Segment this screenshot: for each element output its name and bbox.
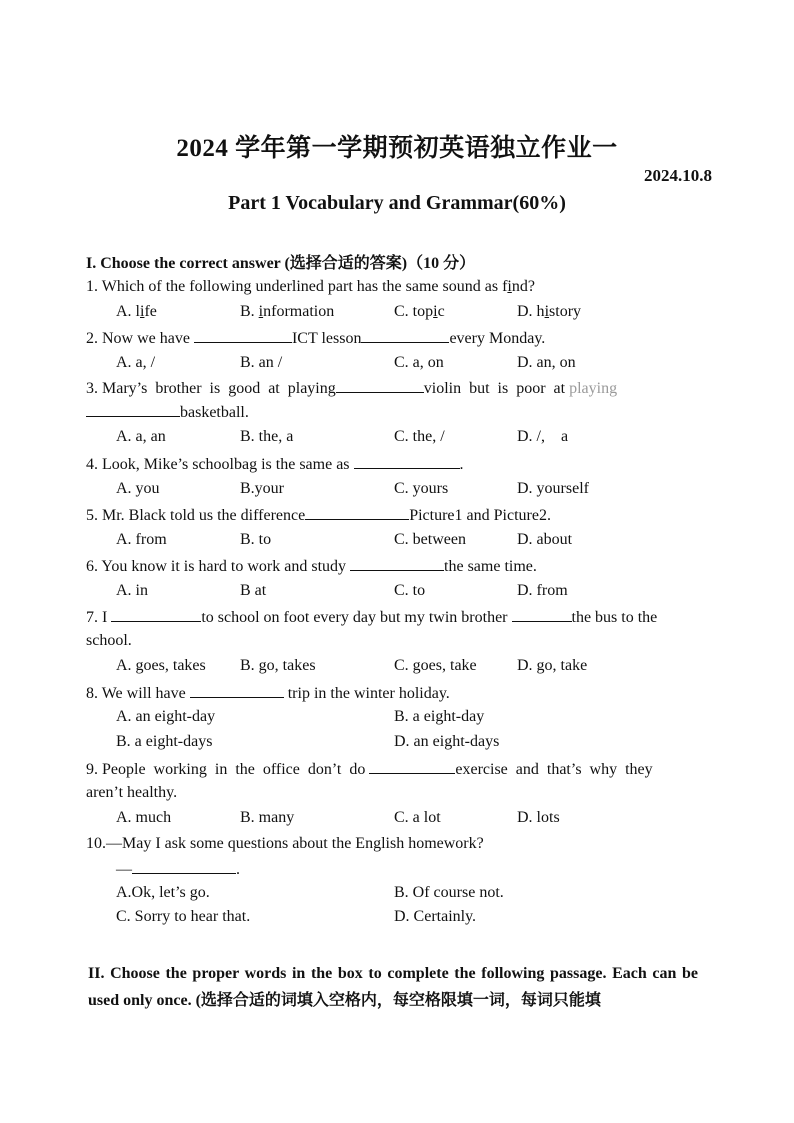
question-number: 2. (86, 330, 98, 347)
answer-blank[interactable] (369, 759, 455, 774)
option-b[interactable]: B. information (240, 303, 335, 320)
answer-blank[interactable] (361, 328, 449, 343)
question-stem-end: the bus to the (571, 609, 658, 626)
section-2-heading: II. Choose the proper words in the box to complete the following passage. Each can be used only once. (选择合适的词填入空格内，每空格限填一词，每词只能填 (88, 965, 698, 1009)
option-c[interactable]: B. a eight-days (116, 733, 213, 750)
option-d[interactable]: D. Certainly. (394, 908, 477, 925)
question-stem: —May I ask some questions about the English homework? (106, 835, 484, 852)
question-stem: Mr. Black told us the difference (102, 507, 306, 524)
question-stem-end: exercise and that’s why they (455, 761, 653, 778)
section-1-heading: I. Choose the correct answer (选择合适的答案)（10 分） (86, 255, 476, 272)
question-stem: Which of the following underlined part has the same sound as f (101, 278, 508, 295)
option-c[interactable]: C. between (394, 531, 466, 548)
question-8 (86, 683, 704, 704)
question-3-options (0, 428, 794, 448)
option-d[interactable]: D. /, a (517, 428, 569, 445)
option-d[interactable]: D. an eight-days (394, 733, 500, 750)
question-stem-mid: violin but is poor at (423, 380, 566, 397)
question-stem-end: every Monday. (449, 330, 546, 347)
option-c[interactable]: C. yours (394, 480, 449, 497)
option-a[interactable]: A. from (116, 531, 167, 548)
question-1-options (0, 303, 794, 323)
option-d[interactable]: D. go, take (517, 657, 588, 674)
answer-blank[interactable] (190, 683, 284, 698)
option-b[interactable]: B at (240, 582, 267, 599)
option-b[interactable]: B. Of course not. (394, 884, 504, 901)
answer-blank[interactable] (512, 607, 572, 622)
question-5-options (0, 531, 794, 551)
part-heading: Part 1 Vocabulary and Grammar(60%) (228, 192, 566, 214)
answer-blank[interactable] (86, 402, 180, 417)
question-4-options (0, 480, 794, 500)
question-7-options (0, 657, 794, 677)
option-c[interactable]: C. goes, take (394, 657, 477, 674)
option-a[interactable]: A. an eight-day (116, 708, 216, 725)
option-a[interactable]: A. a, an (116, 428, 166, 445)
option-d[interactable]: D. from (517, 582, 568, 599)
underlined-letter: i (507, 278, 512, 295)
question-stem-end: trip in the winter holiday. (287, 685, 450, 702)
question-number: 10. (86, 835, 106, 852)
question-stem-end: Picture1 and Picture2. (409, 507, 551, 524)
question-6-options (0, 582, 794, 602)
answer-blank[interactable] (305, 505, 409, 520)
question-2 (86, 328, 704, 349)
option-c[interactable]: C. to (394, 582, 426, 599)
answer-blank[interactable] (336, 378, 424, 393)
question-stem: Mary’s brother is good at playing (102, 380, 336, 397)
question-stem-end: the same time. (444, 558, 537, 575)
question-stem-end: playing (569, 380, 618, 397)
option-d[interactable]: D. lots (517, 809, 560, 826)
option-c[interactable]: C. the, / (394, 428, 445, 445)
question-6 (86, 556, 704, 577)
question-9 (86, 759, 704, 780)
option-a[interactable]: A. in (116, 582, 148, 599)
question-stem: You know it is hard to work and study (101, 558, 347, 575)
worksheet-date: 2024.10.8 (644, 166, 712, 185)
question-number: 8. (86, 685, 98, 702)
question-4: 4. Look, Mike’s schoolbag is the same as . (86, 456, 464, 473)
option-d[interactable]: D. yourself (517, 480, 589, 497)
question-9-options (0, 809, 794, 829)
option-d[interactable]: D. history (517, 303, 582, 320)
question-stem: People working in the office don’t do (102, 761, 366, 778)
option-a[interactable]: A. goes, takes (116, 657, 206, 674)
option-b[interactable]: B. many (240, 809, 295, 826)
question-stem: Now we have (102, 330, 190, 347)
option-d[interactable]: D. an, on (517, 354, 576, 371)
question-number: 4. (86, 456, 98, 473)
question-3-line-2: basketball. (86, 402, 249, 422)
question-9-line-2: aren’t healthy. (86, 784, 178, 801)
answer-blank[interactable] (111, 607, 201, 622)
option-b[interactable]: B. go, takes (240, 657, 316, 674)
option-d[interactable]: D. about (517, 531, 573, 548)
answer-blank[interactable] (354, 454, 460, 469)
question-10-response-line: — . (116, 861, 240, 878)
question-stem-mid: ICT lesson (291, 330, 362, 347)
option-a[interactable]: A.Ok, let’s go. (116, 884, 210, 901)
question-5 (86, 505, 704, 526)
option-c[interactable]: C. a lot (394, 809, 441, 826)
option-b[interactable]: B. a eight-day (394, 708, 485, 725)
worksheet-title: 2024 学年第一学期预初英语独立作业一 (176, 135, 618, 162)
question-number: 3. (86, 380, 98, 397)
option-a[interactable]: A. a, / (116, 354, 156, 371)
question-7 (86, 607, 704, 628)
question-8-options-row-2 (0, 733, 794, 753)
option-b[interactable]: B. to (240, 531, 272, 548)
question-10 (86, 834, 704, 854)
option-b[interactable]: B. the, a (240, 428, 294, 445)
option-a[interactable]: A. life (116, 303, 157, 320)
question-number: 6. (86, 558, 98, 575)
question-number: 9. (86, 761, 98, 778)
option-a[interactable]: A. you (116, 480, 160, 497)
question-number: 5. (86, 507, 98, 524)
question-stem: I (102, 609, 108, 626)
question-10-options-row-1 (0, 884, 794, 904)
question-7-line-2: school. (86, 632, 132, 649)
question-3 (86, 378, 704, 399)
answer-blank[interactable] (132, 859, 236, 874)
question-8-options-row-1 (0, 708, 794, 728)
question-stem-end: nd? (511, 278, 535, 295)
question-number: 1. (86, 278, 98, 295)
option-c[interactable]: C. a, on (394, 354, 444, 371)
question-1 (86, 277, 704, 297)
option-a[interactable]: A. much (116, 809, 172, 826)
answer-blank[interactable] (350, 556, 444, 571)
option-b[interactable]: B. an / (240, 354, 283, 371)
option-c[interactable]: C. Sorry to hear that. (116, 908, 251, 925)
answer-blank[interactable] (194, 328, 292, 343)
option-b[interactable]: B.your (240, 480, 284, 497)
question-stem: We will have (101, 685, 186, 702)
question-stem: Look, Mike’s schoolbag is the same as (102, 456, 350, 473)
question-10-options-row-2 (0, 908, 794, 928)
question-number: 7. (86, 609, 98, 626)
question-2-options (0, 354, 794, 374)
option-c[interactable]: C. topic (394, 303, 445, 320)
question-stem-mid: to school on foot every day but my twin brother (201, 609, 508, 626)
